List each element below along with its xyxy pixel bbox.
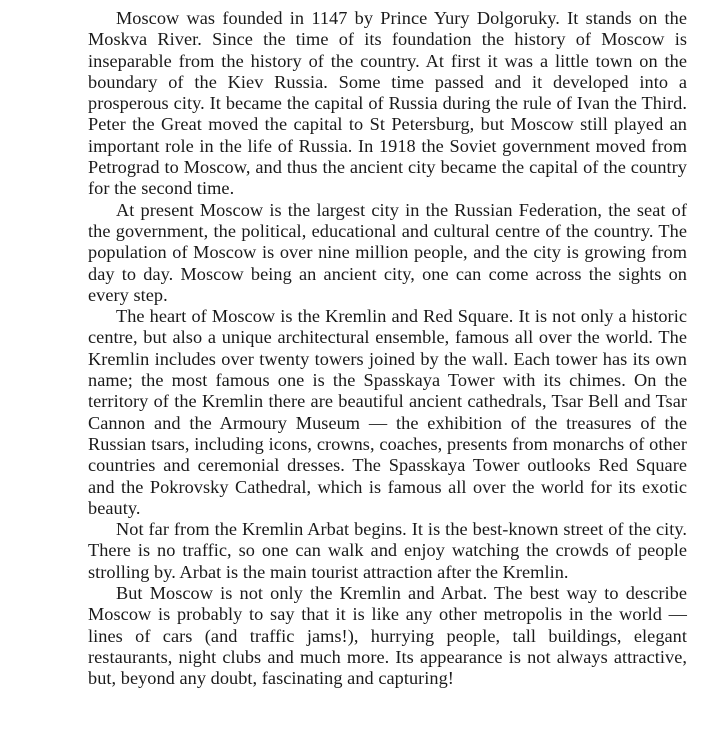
paragraph-present-moscow: At present Moscow is the largest city in the Russian Federation, the seat of the government, the political, educational and cultural centre of the country. The population of Moscow is over nine million people, and the city is growing from day to day. Moscow being an ancient city, one can come across the sights on every step. xyxy=(88,199,687,305)
document-page xyxy=(88,8,687,690)
paragraph-kremlin-red-square: The heart of Moscow is the Kremlin and Red Square. It is not only a historic centre, but also a unique architectural ensemble, famous all over the world. The Kremlin includes over twenty towers joined by the wall. Each tower has its own name; the most famous one is the Spasskaya Tower with its chimes. On the territory of the Kremlin there are beautiful ancient cathedrals, Tsar Bell and Tsar Cannon and the Armoury Museum — the exhibition of the treasures of the Russian tsars, including icons, crowns, coaches, presents from monarchs of other countries and ceremonial dresses. The Spasskaya Tower outlooks Red Square and the Pokrovsky Cathedral, which is famous all over the world for its exotic beauty. xyxy=(88,306,687,518)
paragraph-arbat: Not far from the Kremlin Arbat begins. It is the best-known street of the city. There is no traffic, so one can walk and enjoy watching the crowds of people strolling by. Arbat is the main tourist attraction after the Kremlin. xyxy=(88,519,687,582)
paragraph-founding-history: Moscow was founded in 1147 by Prince Yury Dolgoruky. It stands on the Moskva River. Since the time of its foundation the history of Moscow is inseparable from the history of the country. At first it was a little town on the boundary of the Kiev Russia. Some time passed and it developed into a prosperous city. It became the capital of Russia during the rule of Ivan the Third. Peter the Great moved the capital to St Petersburg, but Moscow still played an important role in the life of Russia. In 1918 the Soviet government moved from Petrograd to Moscow, and thus the ancient city became the capital of the country for the second time. xyxy=(88,8,687,199)
paragraph-metropolis: But Moscow is not only the Kremlin and Arbat. The best way to describe Moscow is probably to say that it is like any other metropolis in the world — lines of cars (and traffic jams!), hurrying people, tall buildings, elegant restaurants, night clubs and much more. Its appearance is not always attractive, but, beyond any doubt, fascinating and capturing! xyxy=(88,583,687,689)
